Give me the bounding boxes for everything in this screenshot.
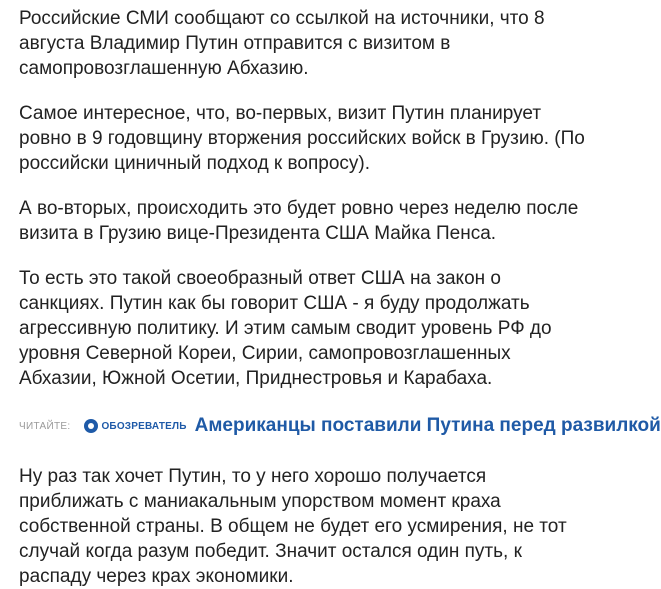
read-also-link[interactable]: Американцы поставили Путина перед развилкой	[194, 415, 661, 436]
read-also-block	[19, 411, 661, 441]
read-also-label: ЧИТАЙТЕ:	[19, 420, 71, 432]
article-paragraph-2: Самое интересное, что, во-первых, визит Путин планирует ровно в 9 годовщину вторжения российских войск в Грузию. (По российски циничный подход к вопросу).	[19, 103, 585, 174]
article-paragraph-4: То есть это такой своеобразный ответ США на закон о санкциях. Путин как бы говорит США - я буду продолжать агрессивную политику. И этим самым сводит уровень РФ до уровня Северной Кореи, Сирии, самопровозглашенных Абхазии, Южной Осетии, Приднестровья и Карабаха.	[19, 268, 552, 389]
source-name: ОБОЗРЕВАТЕЛЬ	[101, 420, 187, 432]
article-closing-paragraph: Ну раз так хочет Путин, то у него хорошо получается приближать с маниакальным упорством момент краха собственной страны. В общем не будет его усмирения, не тот случай когда разум победит. Значит остался один путь, к распаду через крах экономики.	[19, 466, 567, 587]
article-paragraph-1: Российские СМИ сообщают со ссылкой на источники, что 8 августа Владимир Путин отправится с визитом в самопровозглашенную Абхазию.	[19, 8, 545, 79]
source-logo	[84, 419, 186, 433]
article-paragraph-3: А во-вторых, происходить это будет ровно через неделю после визита в Грузию вице-Президента США Майка Пенса.	[19, 198, 579, 244]
obozrevatel-logo-icon	[84, 419, 98, 433]
